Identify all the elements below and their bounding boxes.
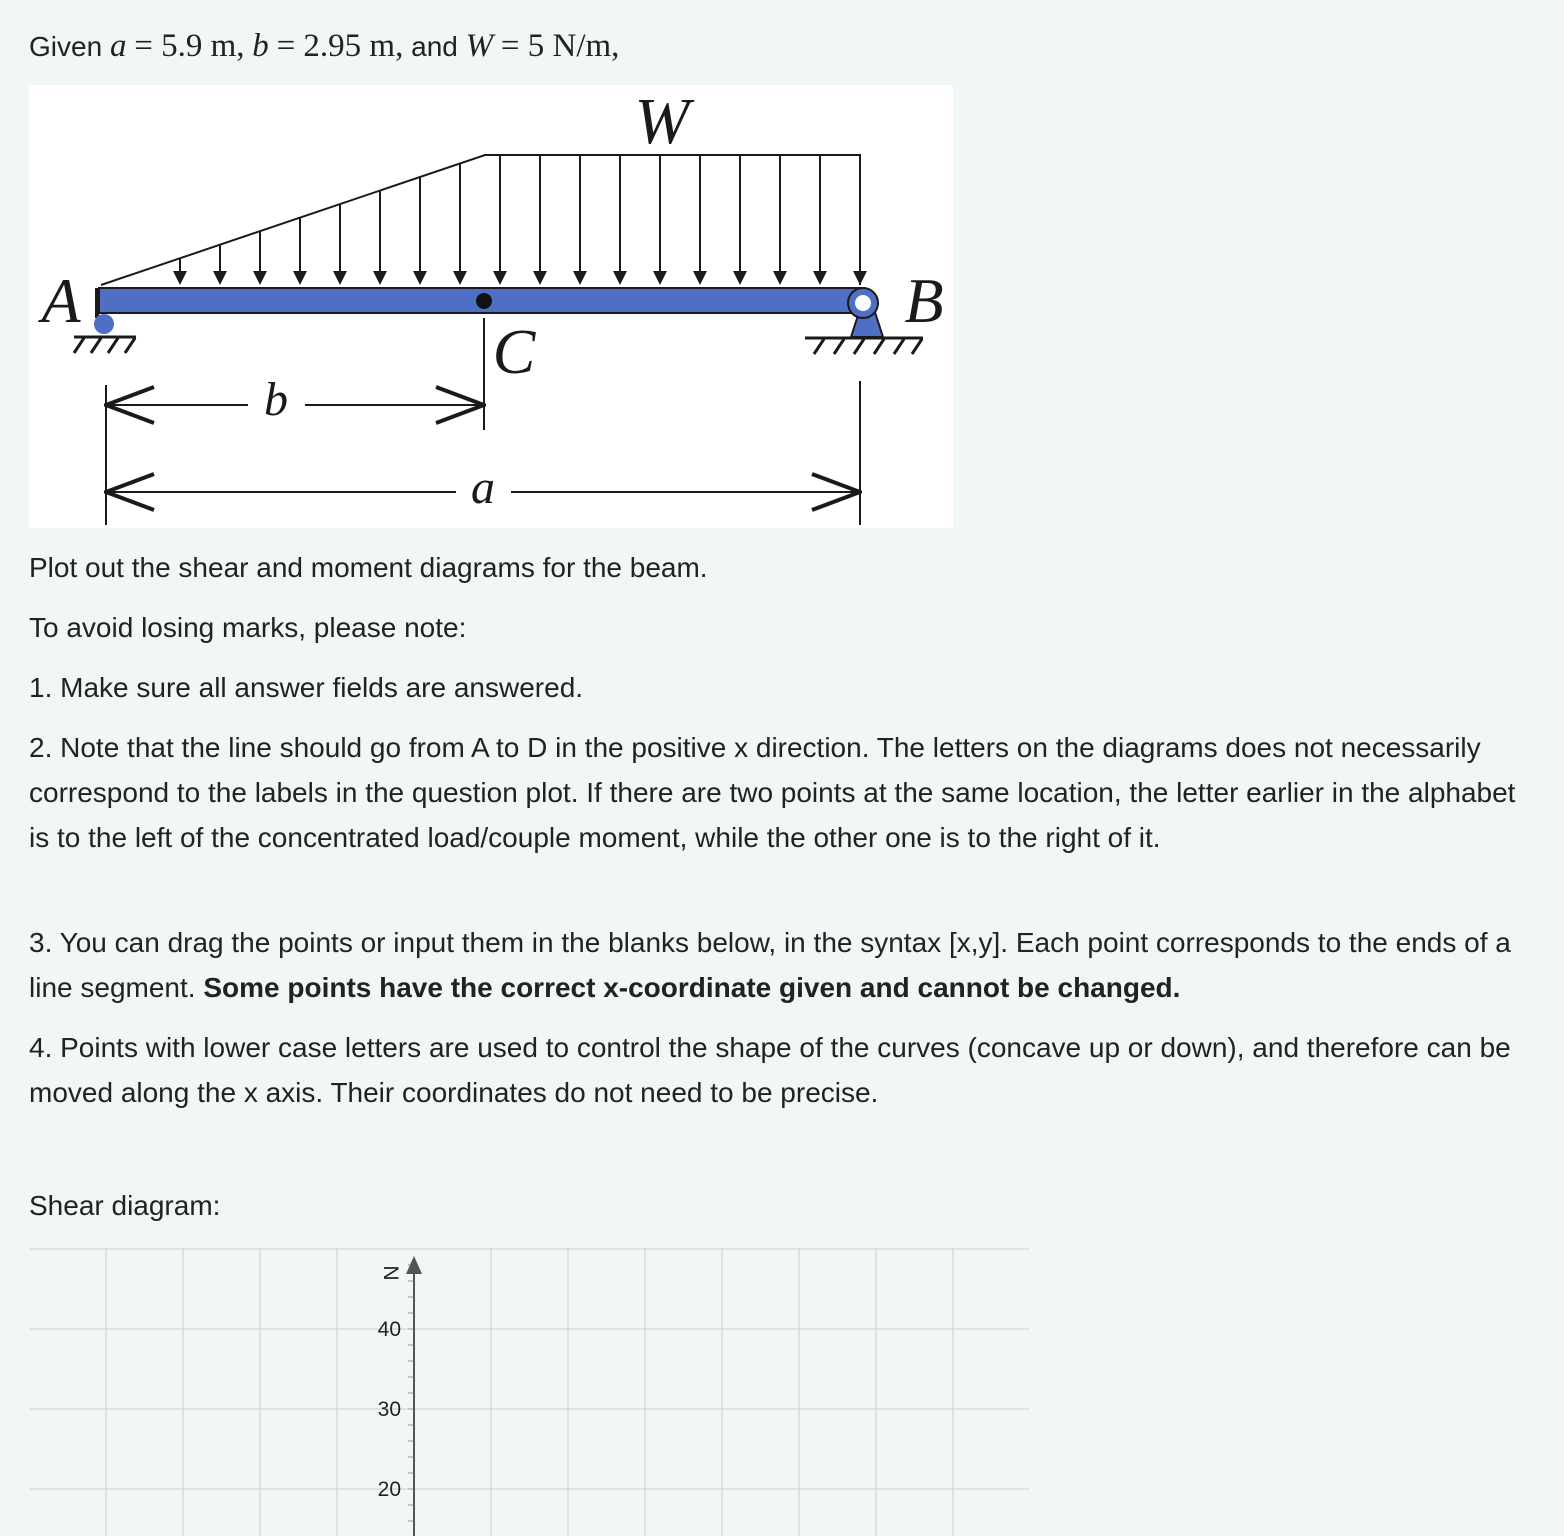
load-arrow-head-icon [653,271,667,285]
label-a-point: A [41,265,81,336]
load-arrow-head-icon [813,271,827,285]
load-arrow-head-icon [733,271,747,285]
label-b-dimension: b [264,373,288,426]
y-tick-40: 40 [377,1318,401,1341]
label-c-point: C [492,316,536,387]
given-values-line [29,28,619,65]
grid [29,1248,1029,1536]
distributed-load [101,155,867,285]
beam-figure [29,85,953,528]
instruction-1: 1. Make sure all answer fields are answered. [29,672,584,703]
load-arrow-head-icon [293,271,307,285]
load-arrow-head-icon [373,271,387,285]
load-arrow-head-icon [613,271,627,285]
y-axis-unit: N [379,1265,402,1281]
support-a-pin [74,314,136,353]
var-b: b [252,28,269,64]
value-a: = 5.9 m, [134,28,245,64]
load-arrow-head-icon [773,271,787,285]
label-w: W [634,85,690,158]
load-arrow-head-icon [693,271,707,285]
beam-end-cap [95,288,99,318]
intro-text: Plot out the shear and moment diagrams for the beam. [29,552,708,583]
point-c-marker [476,293,492,309]
shear-diagram-label: Shear diagram: [29,1190,221,1221]
note-heading: To avoid losing marks, please note: [29,612,467,643]
load-arrow-head-icon [453,271,467,285]
load-arrows [173,155,867,285]
y-tick-30: 30 [377,1398,401,1421]
load-arrow-head-icon [853,271,867,285]
value-b: = 2.95 m, [276,28,404,64]
load-arrow-head-icon [413,271,427,285]
instruction-2: 2. Note that the line should go from A to D in the positive x direction. The letters on the diagrams does not necessarily correspond to the labels in the question plot. If there are two points at the same location, the letter earlier in the alphabet is to the left of the concentrated load/couple moment, while the other one is to the right of it. [29,732,1516,853]
instruction-3-bold: Some points have the correct x-coordinate given and cannot be changed. [203,972,1181,1003]
instruction-3-text: 3. You can drag the points or input them in the blanks below, in the syntax [x,y]. Each point corresponds to the ends of a line segment. [29,927,1511,1003]
instruction-3 [29,920,1539,1010]
label-b-point: B [904,265,944,336]
var-w: W [465,28,494,64]
given-prefix: Given [29,31,103,62]
load-arrow-head-icon [253,271,267,285]
load-outline [101,155,860,285]
load-arrow-head-icon [533,271,547,285]
load-arrow-head-icon [173,271,187,285]
var-a: a [109,28,127,64]
label-a-dimension: a [471,461,495,514]
given-and: and [411,31,458,62]
instruction-4: 4. Points with lower case letters are used to control the shape of the curves (concave up or down), and therefore can be moved along the x axis. Their coordinates do not need to be precise. [29,1032,1511,1108]
load-arrow-head-icon [213,271,227,285]
y-tick-20: 20 [377,1478,401,1501]
load-arrow-head-icon [573,271,587,285]
shear-diagram-graph[interactable] [29,1248,1029,1536]
load-arrow-head-icon [493,271,507,285]
load-arrow-head-icon [333,271,347,285]
value-w: = 5 N/m, [500,28,620,64]
